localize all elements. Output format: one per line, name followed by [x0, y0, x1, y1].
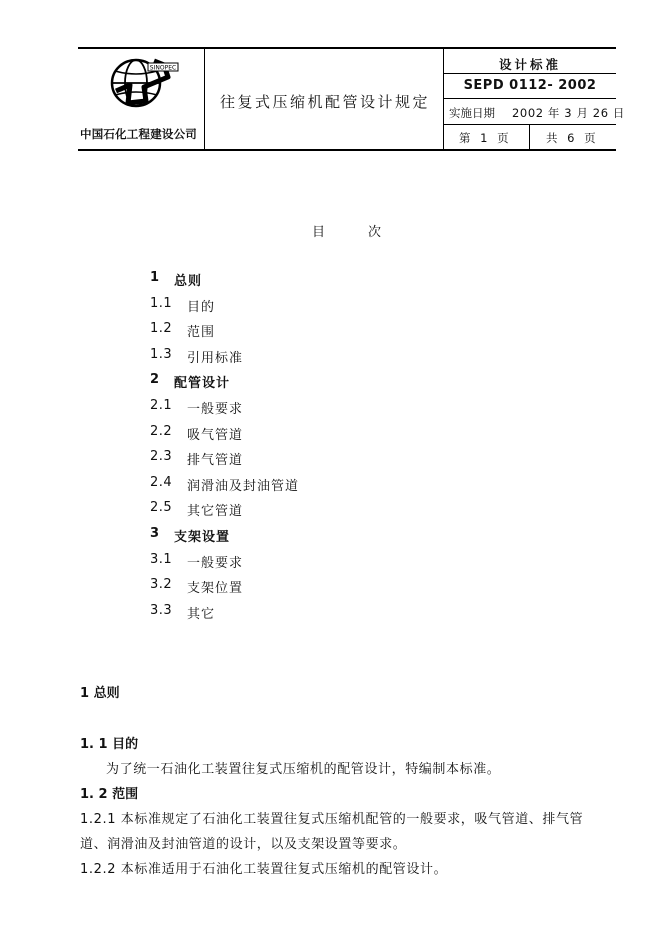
paragraph-1-2-1-line1: 1.2.1 本标准规定了石油化工装置往复式压缩机配管的一般要求，吸气管道、排气管 — [80, 812, 584, 827]
header-rule-2 — [443, 98, 616, 99]
company-name: 中国石化工程建设公司 — [80, 127, 197, 141]
toc-item: 3 支架设置 — [150, 525, 231, 545]
implementation-date: 2002 年 3 月 26 日 — [512, 106, 625, 120]
header-bottom-rule — [78, 149, 616, 151]
paragraph-1-2-2: 1.2.2 本标准适用于石油化工装置往复式压缩机的配管设计。 — [80, 862, 448, 877]
toc-item: 3.2 支架位置 — [150, 577, 244, 597]
header-rule-1 — [443, 73, 616, 74]
section-heading-1-2: 1. 2 范围 — [80, 787, 139, 802]
implementation-label: 实施日期 — [449, 106, 495, 120]
toc-item: 2.4 润滑油及封油管道 — [150, 474, 300, 494]
toc-item: 1.1 目的 — [150, 295, 216, 315]
header-page-divider — [529, 124, 530, 149]
toc-title-right: 次 — [368, 225, 382, 240]
svg-text:SINOPEC: SINOPEC — [149, 64, 177, 72]
header-top-rule — [78, 47, 616, 49]
toc-item: 2.2 吸气管道 — [150, 423, 244, 443]
globe-logo-icon — [102, 57, 182, 115]
table-of-contents — [150, 270, 450, 628]
company-logo — [102, 57, 182, 115]
section-heading-1-1: 1. 1 目的 — [80, 737, 139, 752]
toc-item: 1 总则 — [150, 270, 203, 289]
page-current: 第 1 页 — [459, 131, 512, 145]
section-heading-1: 1 总则 — [80, 686, 120, 701]
toc-item: 2.3 排气管道 — [150, 449, 244, 469]
toc-item: 1.3 引用标准 — [150, 346, 244, 366]
header-divider-left — [204, 48, 205, 149]
document-title: 往复式压缩机配管设计规定 — [219, 93, 430, 111]
paragraph-1-2-1-line2: 道、润滑油及封油管道的设计，以及支架设置等要求。 — [80, 837, 407, 852]
toc-item: 2 配管设计 — [150, 372, 231, 392]
toc-item: 3.3 其它 — [150, 602, 216, 622]
toc-item: 3.1 一般要求 — [150, 551, 244, 571]
toc-item: 1.2 范围 — [150, 321, 216, 341]
paragraph-1-1: 为了统一石油化工装置往复式压缩机的配管设计，特编制本标准。 — [106, 762, 501, 777]
page-total: 共 6 页 — [546, 131, 599, 145]
standard-number: SEPD 0112- 2002 — [463, 78, 597, 93]
standard-category: 设计标准 — [498, 57, 561, 72]
toc-item: 2.5 其它管道 — [150, 500, 244, 520]
toc-item: 2.1 一般要求 — [150, 397, 244, 417]
toc-title-left: 目 — [312, 225, 326, 240]
